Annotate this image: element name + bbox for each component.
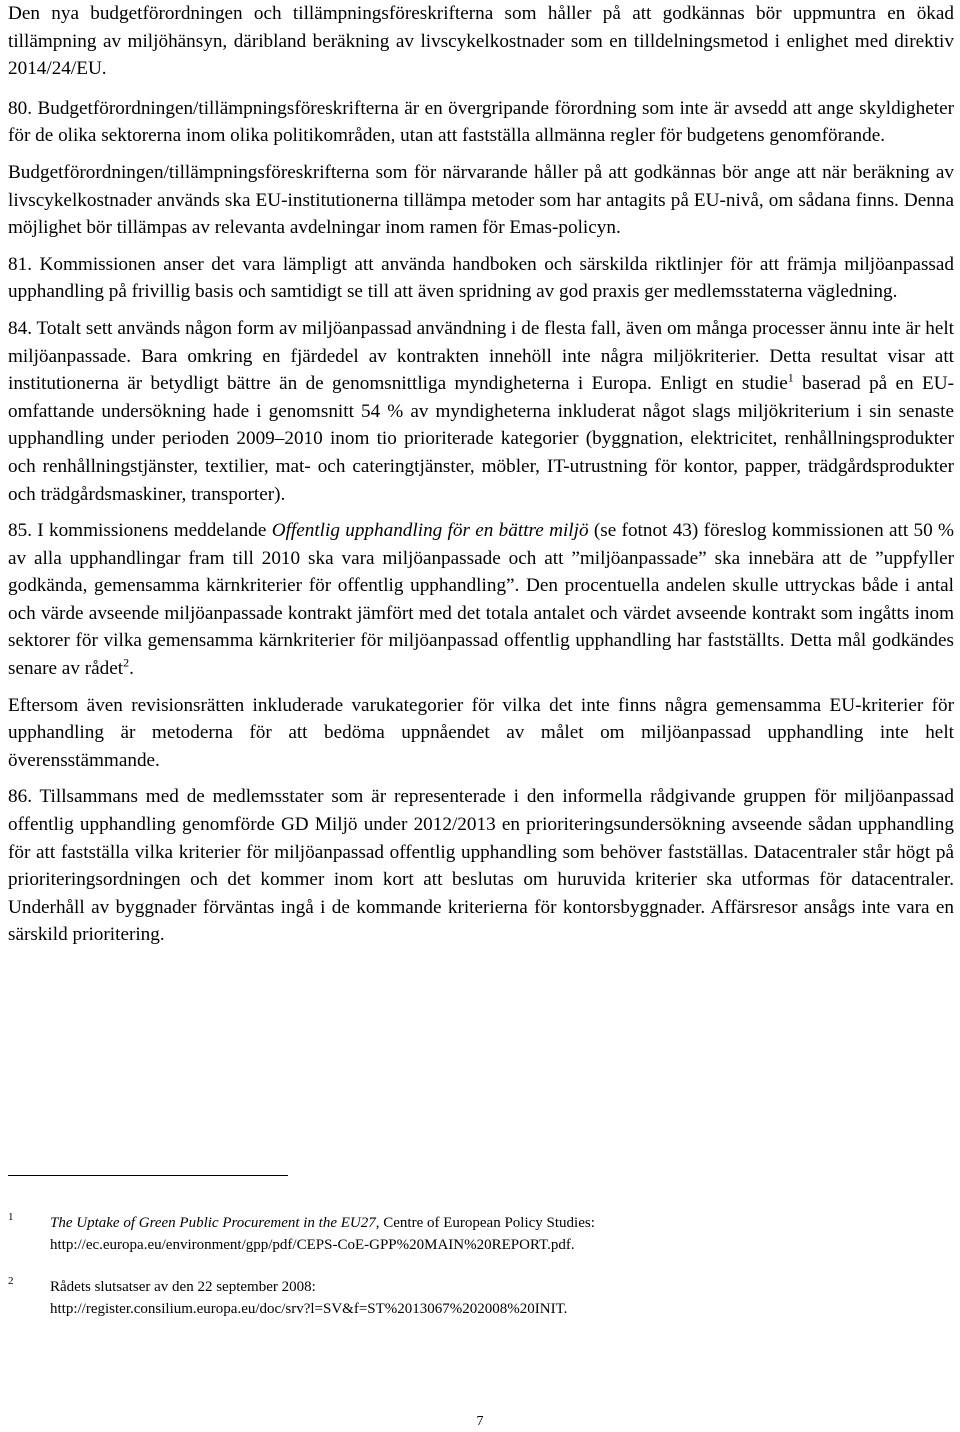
paragraph-84-text-1: 84. Totalt sett används någon form av miljöanpassad användning i de flesta fall, även om många processer ännu inte är helt miljöanpassade. Bara omkring en fjärdedel av kontrakten innehöll inte några miljökriterier. Detta resultat visar att institutionerna är betydligt bättre än de genomsnittliga myndigheterna i Europa. Enligt en studie: [8, 317, 954, 395]
page-number: 7: [476, 1414, 484, 1429]
footnote-2-text: Rådets slutsatser av den 22 september 2008:: [50, 1279, 316, 1295]
footnote-1: [8, 1212, 908, 1256]
paragraph-85-cont: Eftersom även revisionsrätten inkluderade varukategorier för vilka det inte finns några gemensamma EU-kriterier för upphandling är metoderna för att bedöma uppnåendet av målet om miljöanpassad upphandling inte helt överensstämmande.: [8, 694, 954, 771]
footnote-1-link[interactable]: http://ec.europa.eu/environment/gpp/pdf/CEPS-CoE-GPP%20MAIN%20REPORT.pdf.: [50, 1237, 575, 1253]
footnote-divider: [8, 1175, 288, 1176]
footnote-1-number: 1: [8, 1211, 14, 1223]
paragraph-80-cont: Budgetförordningen/tillämpningsföreskrifterna som för närvarande håller på att godkännas bör ange att när beräkning av livscykelkostnader används ska EU-institutionerna tillämpa metoder som har antagits på EU-nivå, om sådana finns. Denna möjlighet bör tillämpas av relevanta avdelningar inom ramen för Emas-policyn.: [8, 161, 954, 239]
footnote-2-body: [50, 1276, 908, 1320]
footnote-2-number: 2: [8, 1275, 14, 1287]
paragraph-81: 81. Kommissionen anser det vara lämpligt att använda handboken och särskilda riktlinjer för att främja miljöanpassad upphandling på frivillig basis och samtidigt se till att även spridning av god praxis ger medlemsstaterna vägledning.: [8, 253, 954, 303]
footnote-ref-2: 2: [123, 655, 130, 670]
paragraph-85-text-2: (se fotnot 43) föreslog kommissionen att 50 % av alla upphandlingar fram till 2010 ska vara miljöanpassade och att ”miljöanpassade” ska innebära att de ”uppfyller godkända, gemensamma kärnkriterier för offentlig upphandling”. Den procentuella andelen skulle uttryckas både i antal och värde avseende miljöanpassade kontrakt jämfört med det totala antalet och värdet avseende kontrakt som ingåtts inom sektorer för vilka gemensamma kärnkriterier för miljöanpassad offentlig upphandling har fastställts. Detta mål godkändes senare av rådet: [8, 520, 954, 680]
footnote-2-link[interactable]: http://register.consilium.europa.eu/doc/srv?l=SV&f=ST%2013067%202008%20INIT.: [50, 1301, 568, 1317]
paragraph-86: 86. Tillsammans med de medlemsstater som är representerade i den informella rådgivande gruppen för miljöanpassad offentlig upphandling genomförde GD Miljö under 2012/2013 en prioriteringsundersökning avseende sådan upphandling för att fastställa vilka kriterier för miljöanpassad offentlig upphandling som behöver fastställas. Datacentraler står högt på prioriteringsordningen och det kommer inom kort att beslutas om huruvida kriterier ska utformas för datacentraler. Underhåll av byggnader förväntas ingå i de kommande kriterierna för kontorsbyggnader. Affärsresor ansågs inte vara en särskild prioritering.: [8, 786, 954, 946]
document-body: [8, 0, 954, 958]
paragraph-intro: Den nya budgetförordningen och tillämpningsföreskrifterna som håller på att godkännas bör uppmuntra en ökad tillämpning av miljöhänsyn, däribland beräkning av livscykelkostnader som en tilldelningsmetod i enlighet med direktiv 2014/24/EU.: [8, 3, 954, 80]
paragraph-85: [8, 517, 954, 683]
footnote-1-title: The Uptake of Green Public Procurement in the EU27: [50, 1215, 376, 1231]
footnote-1-body: [50, 1212, 908, 1256]
paragraph-85-title: Offentlig upphandling för en bättre miljö: [271, 520, 589, 542]
paragraph-85-text-3: .: [129, 658, 134, 680]
footnote-ref-1: 1: [787, 370, 794, 385]
paragraph-84: [8, 315, 954, 508]
footnote-2: [8, 1276, 908, 1320]
footnote-1-text: , Centre of European Policy Studies:: [375, 1215, 595, 1231]
paragraph-80: 80. Budgetförordningen/tillämpningsföreskrifterna är en övergripande förordning som inte är avsedd att ange skyldigheter för de olika sektorerna inom olika politikområden, utan att fastställa allmänna regler för budgetens genomförande.: [8, 97, 954, 147]
paragraph-85-text-1: 85. I kommissionens meddelande: [8, 520, 272, 542]
paragraph-84-text-2: baserad på en EU-omfattande undersökning hade i genomsnitt 54 % av myndigheterna inkluderat något slags miljökriterium i sin senaste upphandling under perioden 2009–2010 inom tio prioriterade kategorier (byggnation, elektricitet, renhållningsprodukter och renhållningstjänster, textilier, mat- och cateringtjänster, möbler, IT-utrustning för kontor, papper, trädgårdsprodukter och trädgårdsmaskiner, transporter).: [8, 373, 954, 505]
